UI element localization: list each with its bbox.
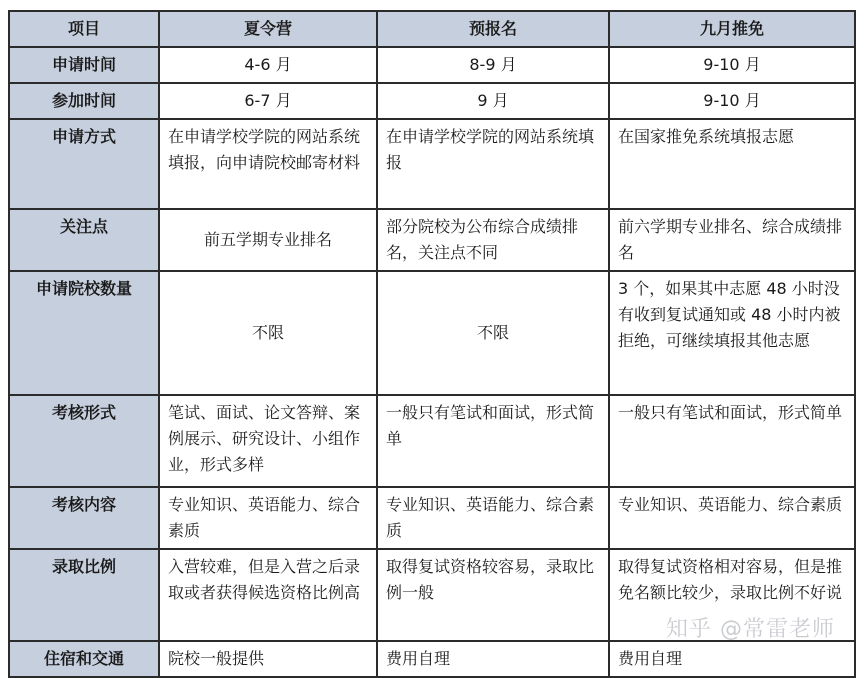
table-cell: 院校一般提供 (159, 641, 377, 677)
table-cell: 4-6 月 (159, 47, 377, 83)
table-cell: 一般只有笔试和面试，形式简单 (377, 395, 609, 487)
row-label: 录取比例 (9, 549, 159, 641)
table-cell: 9-10 月 (609, 47, 855, 83)
table-row (9, 119, 855, 209)
table-cell: 入营较难，但是入营之后录取或者获得候选资格比例高 (159, 549, 377, 641)
table-cell: 专业知识、英语能力、综合素质 (159, 487, 377, 549)
table-cell: 取得复试资格较容易，录取比例一般 (377, 549, 609, 641)
table-cell: 前六学期专业排名、综合成绩排名 (609, 209, 855, 271)
row-label: 申请院校数量 (9, 271, 159, 395)
table-cell: 取得复试资格相对容易，但是推免名额比较少，录取比例不好说 (609, 549, 855, 641)
table-cell: 笔试、面试、论文答辩、案例展示、研究设计、小组作业，形式多样 (159, 395, 377, 487)
table-cell: 部分院校为公布综合成绩排名，关注点不同 (377, 209, 609, 271)
table-cell: 3 个，如果其中志愿 48 小时没有收到复试通知或 48 小时内被拒绝，可继续填报其他志愿 (609, 271, 855, 395)
table-row (9, 395, 855, 487)
table-cell: 9 月 (377, 83, 609, 119)
table-cell: 9-10 月 (609, 83, 855, 119)
row-label: 参加时间 (9, 83, 159, 119)
table-row (9, 487, 855, 549)
header-summer-camp: 夏令营 (159, 11, 377, 47)
table-row (9, 641, 855, 677)
table-cell: 专业知识、英语能力、综合素质 (377, 487, 609, 549)
row-label: 住宿和交通 (9, 641, 159, 677)
header-row (9, 11, 855, 47)
header-item: 项目 (9, 11, 159, 47)
table-cell: 一般只有笔试和面试，形式简单 (609, 395, 855, 487)
table-cell: 在国家推免系统填报志愿 (609, 119, 855, 209)
table-cell: 在申请学校学院的网站系统填报 (377, 119, 609, 209)
row-label: 申请时间 (9, 47, 159, 83)
watermark: 知乎 @常雷老师 (666, 617, 835, 642)
header-pre-registration: 预报名 (377, 11, 609, 47)
row-label: 申请方式 (9, 119, 159, 209)
table-row (9, 271, 855, 395)
table-row (9, 209, 855, 271)
table-cell: 在申请学校学院的网站系统填报，向申请院校邮寄材料 (159, 119, 377, 209)
row-label: 考核内容 (9, 487, 159, 549)
table-row (9, 83, 855, 119)
comparison-table (8, 10, 856, 678)
table-cell: 前五学期专业排名 (159, 209, 377, 271)
table-cell: 6-7 月 (159, 83, 377, 119)
header-september-recommendation: 九月推免 (609, 11, 855, 47)
table-cell: 不限 (377, 271, 609, 395)
table-cell: 专业知识、英语能力、综合素质 (609, 487, 855, 549)
row-label: 考核形式 (9, 395, 159, 487)
table-cell: 8-9 月 (377, 47, 609, 83)
table-cell: 不限 (159, 271, 377, 395)
table-cell: 费用自理 (377, 641, 609, 677)
table-row (9, 47, 855, 83)
row-label: 关注点 (9, 209, 159, 271)
table-cell: 费用自理 (609, 641, 855, 677)
